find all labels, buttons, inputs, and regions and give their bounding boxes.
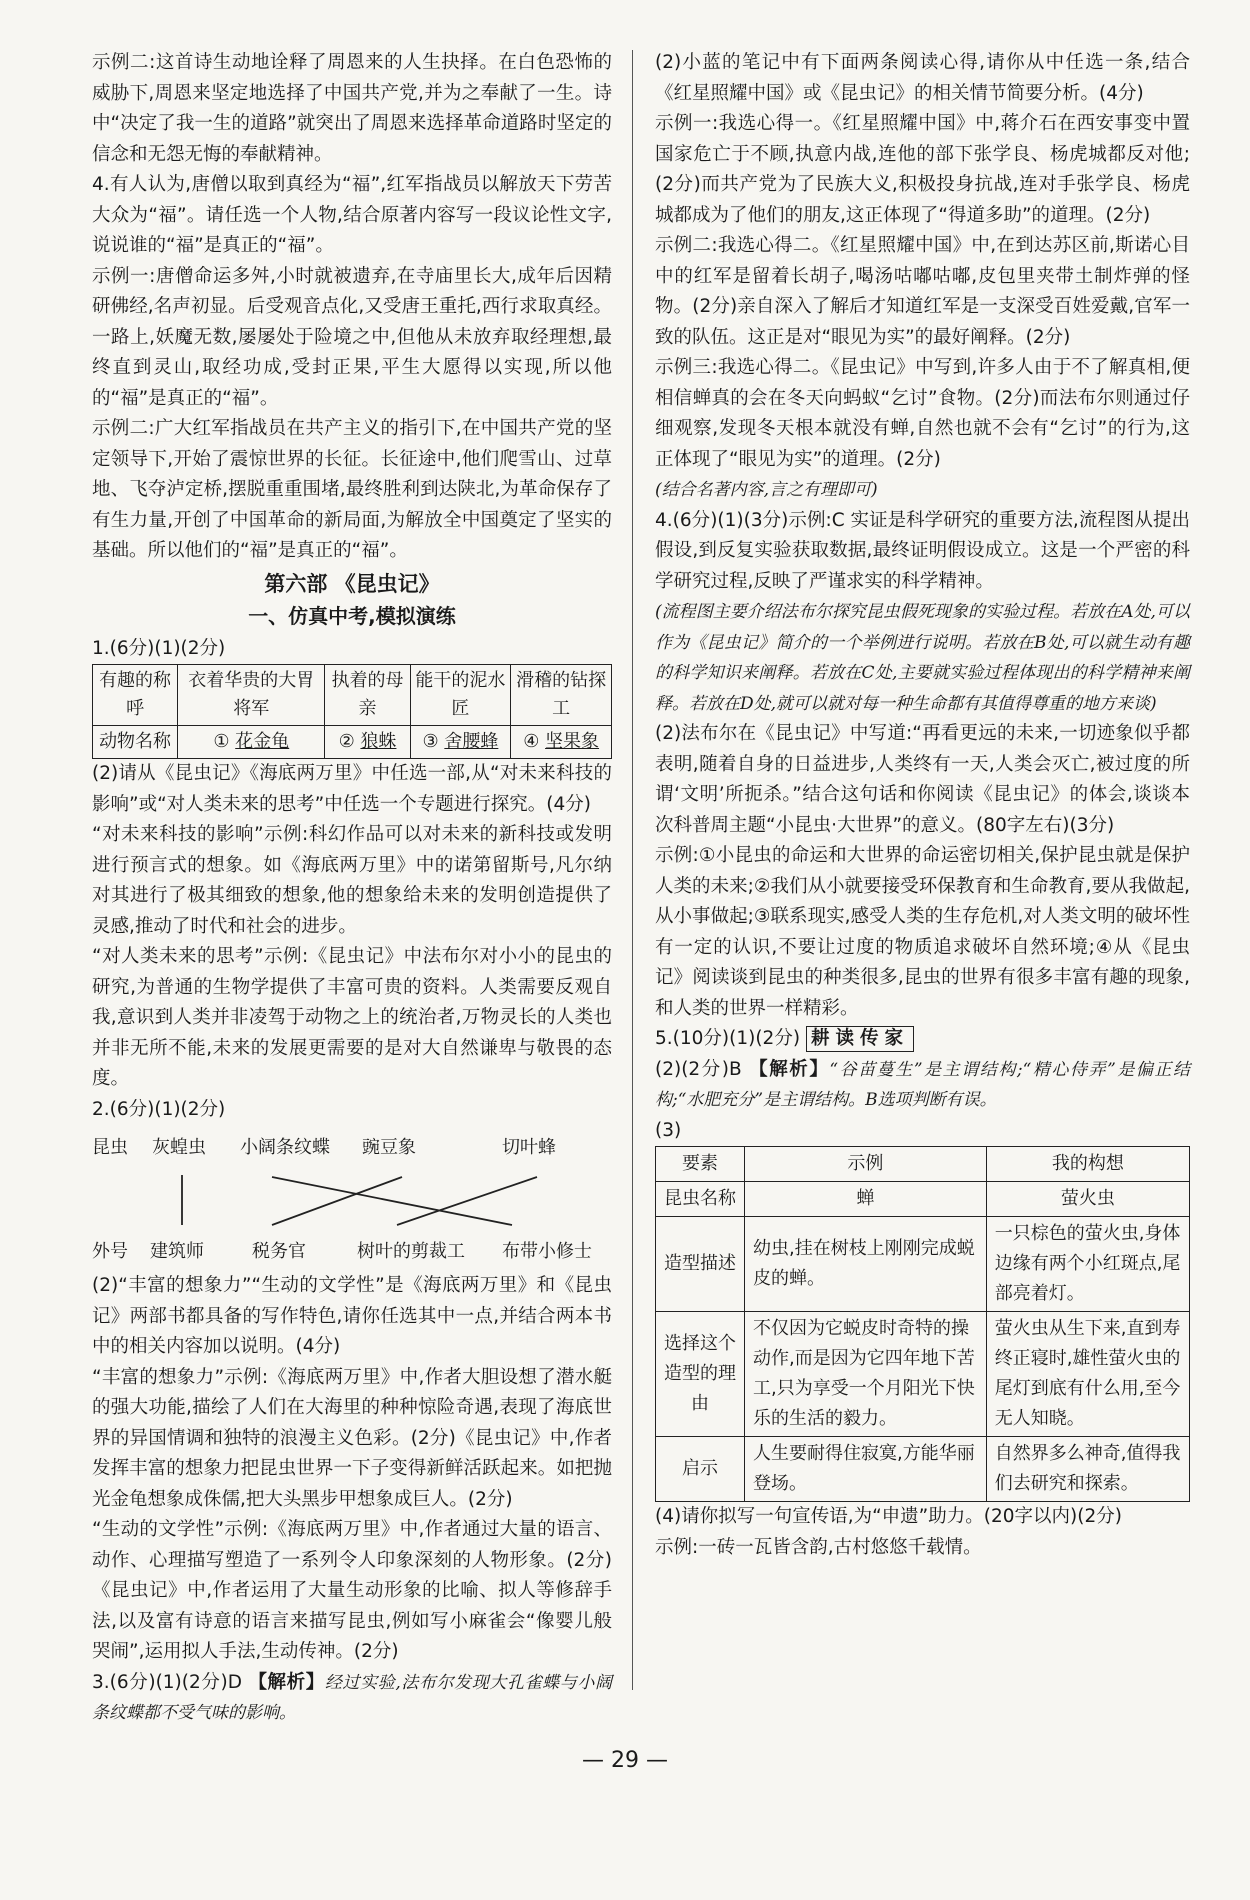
table-cell: 能干的泥水匠 [410, 665, 511, 726]
table-header: 我的构想 [986, 1147, 1189, 1182]
table-cell: 幼虫,挂在树枝上刚刚完成蜕皮的蝉。 [745, 1217, 987, 1312]
table-header: 示例 [745, 1147, 987, 1182]
answer-key: 5.(10分)(1)(2分) [655, 1028, 801, 1049]
match-top-label: 昆虫 [92, 1137, 128, 1158]
section-title: 一、仿真中考,模拟演练 [248, 604, 456, 628]
design-table [655, 1146, 1190, 1502]
question-5-2 [655, 1055, 1190, 1116]
table-cell: 萤火虫从生下来,直到寿终正寝时,雄性萤火虫的尾灯到底有什么用,至今无人知晓。 [986, 1312, 1189, 1437]
question-2-head: 2.(6分)(1)(2分) [92, 1098, 226, 1120]
table-row [656, 1312, 1190, 1437]
table-header: 要素 [656, 1147, 745, 1182]
matching-diagram [92, 1125, 612, 1315]
table-row [656, 1217, 1190, 1312]
answer-text: 坚果象 [545, 731, 600, 752]
column-divider [632, 50, 633, 1690]
table-cell: 选择这个造型的理由 [656, 1312, 745, 1437]
match-bottom-label: 外号 [92, 1241, 128, 1262]
question-5-head [655, 1024, 1190, 1055]
paragraph: 示例二:这首诗生动地诠释了周恩来的人生抉择。在白色恐怖的威胁下,周恩来坚定地选择了中国共产党,并为之奉献了一生。诗中“决定了我一生的道路”就突出了周恩来选择革命道路时坚定的信念和无怨无悔的奉献精神。 [92, 52, 612, 165]
answer-example-1: 示例一:我选心得一。《红星照耀中国》中,蒋介石在西安事变中置国家危亡于不顾,执意内战,连他的部下张学良、杨虎城都反对他;(2分)而共产党为了民族大义,积极投身抗战,连对手张学良、杨虎城都成为了他们的朋友,这正体现了“得道多助”的道理。(2分) [655, 113, 1190, 226]
match-bottom-label: 布带小修士 [502, 1241, 592, 1262]
analysis-note: “谷苗蔓生”是主谓结构;“精心侍弄”是偏正结构;“水肥充分”是主谓结构。B选项判断有误。 [655, 1059, 1190, 1110]
table-cell: 蝉 [745, 1182, 987, 1217]
table-cell: 不仅因为它蜕皮时奇特的操动作,而是因为它四年地下苦工,只为享受一个月阳光下快乐的生活的毅力。 [745, 1312, 987, 1437]
right-column [655, 48, 1190, 1563]
answer-example-2: 示例二:广大红军指战员在共产主义的指引下,在中国共产党的坚定领导下,开始了震惊世界的长征。长征途中,他们爬雪山、过草地、飞夺泸定桥,摆脱重重围堵,最终胜利到达陕北,为革命保存了有生力量,开创了中国革命的新局面,为解放全中国奠定了坚实的基础。所以他们的“福”是真正的“福”。 [92, 418, 612, 561]
match-bottom-label: 建筑师 [150, 1241, 204, 1262]
answer-key: (2)(2分)B [655, 1058, 742, 1080]
analysis-note: 经过实验,法布尔发现大孔雀蝶与小阔条纹蝶都不受气味的影响。 [92, 1672, 613, 1723]
table-cell: 造型描述 [656, 1217, 745, 1312]
answer-number: ③ [422, 731, 439, 752]
table-row [656, 1182, 1190, 1217]
answer-paragraph: “丰富的想象力”示例:《海底两万里》中,作者大胆设想了潜水艇的强大功能,描绘了人们在大海里的种种惊险奇遇,表现了海底世界的异国情调和独特的浪漫主义色彩。(2分)《昆虫记》中,作者发挥丰富的想象力把昆虫世界一下子变得新鲜活跃起来。如把抛光金龟想象成侏儒,把大头黑步甲想象成巨人。(2分) [92, 1366, 612, 1510]
match-bottom-label: 树叶的剪裁工 [357, 1241, 465, 1262]
answer-paragraph: “生动的文学性”示例:《海底两万里》中,作者通过大量的语言、动作、心理描写塑造了一系列令人印象深刻的人物形象。(2分)《昆虫记》中,作者运用了大量生动形象的比喻、拟人等修辞手法,以及富有诗意的语言来描写昆虫,例如写小麻雀会“像婴儿般哭闹”,运用拟人手法,生动传神。(2分) [92, 1519, 612, 1662]
question-3-2: (2)小蓝的笔记中有下面两条阅读心得,请你从中任选一条,结合《红星照耀中国》或《昆虫记》的相关情节简要分析。(4分) [655, 52, 1190, 104]
answer-box: 耕读传家 [806, 1026, 914, 1052]
left-column [92, 48, 612, 1729]
table-cell: 滑稽的钻探工 [511, 665, 612, 726]
table-cell: 执着的母亲 [325, 665, 410, 726]
table-cell: 启示 [656, 1437, 745, 1502]
table-row [93, 665, 612, 726]
question-4: 4.有人认为,唐僧以取到真经为“福”,红军指战员以解放天下劳苦大众为“福”。请任选一个人物,结合原著内容写一段议论性文字,说说谁的“福”是真正的“福”。 [92, 174, 612, 256]
answer-number: ① [213, 731, 230, 752]
nickname-table [92, 664, 612, 759]
analysis-tag: 【解析】 [749, 1058, 830, 1080]
question-4-2: (2)法布尔在《昆虫记》中写道:“再看更远的未来,一切迹象似乎都表明,随着自身的日益进步,人类终有一天,人类会灭亡,被过度的所谓‘文明’所扼杀。”结合这句话和你阅读《昆虫记》的体会,谈谈本次科普周主题“小昆虫·大世界”的意义。(80字左右)(3分) [655, 723, 1190, 836]
table-cell: 昆虫名称 [656, 1182, 745, 1217]
answer-number: ② [338, 731, 355, 752]
table-cell [178, 726, 325, 759]
answer-example-3: 示例三:我选心得二。《昆虫记》中写到,许多人由于不了解真相,便相信蝉真的会在冬天向蚂蚁“乞讨”食物。(2分)而法布尔则通过仔细观察,发现冬天根本就没有蝉,自然也就不会有“乞讨”的行为,这正体现了“眼见为实”的道理。(2分) [655, 357, 1190, 470]
answer-text: 舍腰蜂 [444, 731, 499, 752]
analysis-tag: 【解析】 [248, 1671, 325, 1693]
table-cell: 有趣的称呼 [93, 665, 178, 726]
answer-paragraph: “对人类未来的思考”示例:《昆虫记》中法布尔对小小的昆虫的研究,为普通的生物学提供了丰富可贵的资料。人类需要反观自我,意识到人类并非凌驾于动物之上的统治者,万物灵长的人类也并非无所不能,未来的发展更需要的是对大自然谦卑与敬畏的态度。 [92, 946, 612, 1089]
question-1-head: 1.(6分)(1)(2分) [92, 637, 226, 659]
answer-text: 狼蛛 [360, 731, 397, 752]
match-top-label: 切叶蜂 [502, 1137, 556, 1158]
table-cell: 动物名称 [93, 726, 178, 759]
table-cell [511, 726, 612, 759]
table-cell: 衣着华贵的大胃将军 [178, 665, 325, 726]
question-4: 4.(6分)(1)(3分)示例:C 实证是科学研究的重要方法,流程图从提出假设,到反复实验获取数据,最终证明假设成立。这是一个严密的科学研究过程,反映了严谨求实的科学精神。 [655, 509, 1190, 592]
answer-example-2: 示例二:我选心得二。《红星照耀中国》中,在到达苏区前,斯诺心目中的红军是留着长胡子,喝汤咕嘟咕嘟,皮包里夹带土制炸弹的怪物。(2分)亲自深入了解后才知道红军是一支深受百姓爱戴,官军一致的队伍。这正是对“眼见为实”的最好阐释。(2分) [655, 235, 1190, 348]
answer-number: ④ [523, 731, 540, 752]
answer-paragraph: “对未来科技的影响”示例:科幻作品可以对未来的新科技或发明进行预言式的想象。如《海底两万里》中的诺第留斯号,凡尔纳对其进行了极其细致的想象,他的想象给未来的发明创造提供了灵感,推动了时代和社会的进步。 [92, 824, 612, 937]
grading-note: (流程图主要介绍法布尔探究昆虫假死现象的实验过程。若放在A处,可以作为《昆虫记》简介的一个举例进行说明。若放在B处,可以就生动有趣的科学知识来阐释。若放在C处,主要就实验过程体现出的科学精神来阐释。若放在D处,就可以就对每一种生命都有其值得尊重的地方来谈) [655, 602, 1190, 714]
part-title: 第六部 《昆虫记》 [264, 571, 440, 596]
answer-paragraph: 示例:一砖一瓦皆含韵,古村悠悠千载情。 [655, 1536, 982, 1558]
table-cell: 一只棕色的萤火虫,身体边缘有两个小红斑点,尾部亮着灯。 [986, 1217, 1189, 1312]
match-top-label: 豌豆象 [362, 1137, 416, 1158]
answer-paragraph: 示例:①小昆虫的命运和大世界的命运密切相关,保护昆虫就是保护人类的未来;②我们从小就要接受环保教育和生命教育,要从我做起,从小事做起;③联系现实,感受人类的生存危机,对人类文明的破坏性有一定的认识,不要让过度的物质追求破坏自然环境;④从《昆虫记》阅读谈到昆虫的种类很多,昆虫的世界有很多丰富有趣的现象,和人类的世界一样精彩。 [655, 845, 1190, 1019]
table-cell [410, 726, 511, 759]
answer-example-1: 示例一:唐僧命运多舛,小时就被遗弃,在寺庙里长大,成年后因精研佛经,名声初显。后受观音点化,又受唐王重托,西行求取真经。一路上,妖魔无数,屡屡处于险境之中,但他从未放弃取经理想,最终直到灵山,取经功成,受封正果,平生大愿得以实现,所以他的“福”是真正的“福”。 [92, 265, 612, 409]
match-lines [92, 1125, 612, 1315]
answer-key: 3.(6分)(1)(2分)D [92, 1671, 242, 1693]
answer-text: 花金龟 [235, 731, 290, 752]
question-1-2: (2)请从《昆虫记》《海底两万里》中任选一部,从“对未来科技的影响”或“对人类未来的思考”中任选一个专题进行探究。(4分) [92, 763, 612, 815]
question-2-2: (2)“丰富的想象力”“生动的文学性”是《海底两万里》和《昆虫记》两部书都具备的写作特色,请你任选其中一点,并结合两本书中的相关内容加以说明。(4分) [92, 1275, 612, 1357]
page-number: — 29 — [582, 1748, 668, 1773]
table-cell [325, 726, 410, 759]
table-row [656, 1437, 1190, 1502]
table-header-row [656, 1147, 1190, 1182]
question-3-head [92, 1668, 612, 1729]
match-bottom-label: 税务官 [252, 1241, 306, 1262]
match-top-label: 灰蝗虫 [152, 1137, 206, 1158]
table-cell: 萤火虫 [986, 1182, 1189, 1217]
table-cell: 自然界多么神奇,值得我们去研究和探索。 [986, 1437, 1189, 1502]
match-top-label: 小阔条纹蝶 [240, 1137, 330, 1158]
question-5-4: (4)请你拟写一句宣传语,为“申遗”助力。(20字以内)(2分) [655, 1506, 1122, 1527]
table-row [93, 726, 612, 759]
table-cell: 人生要耐得住寂寞,方能华丽登场。 [745, 1437, 987, 1502]
question-5-3: (3) [655, 1119, 682, 1141]
grading-note: (结合名著内容,言之有理即可) [655, 480, 878, 500]
